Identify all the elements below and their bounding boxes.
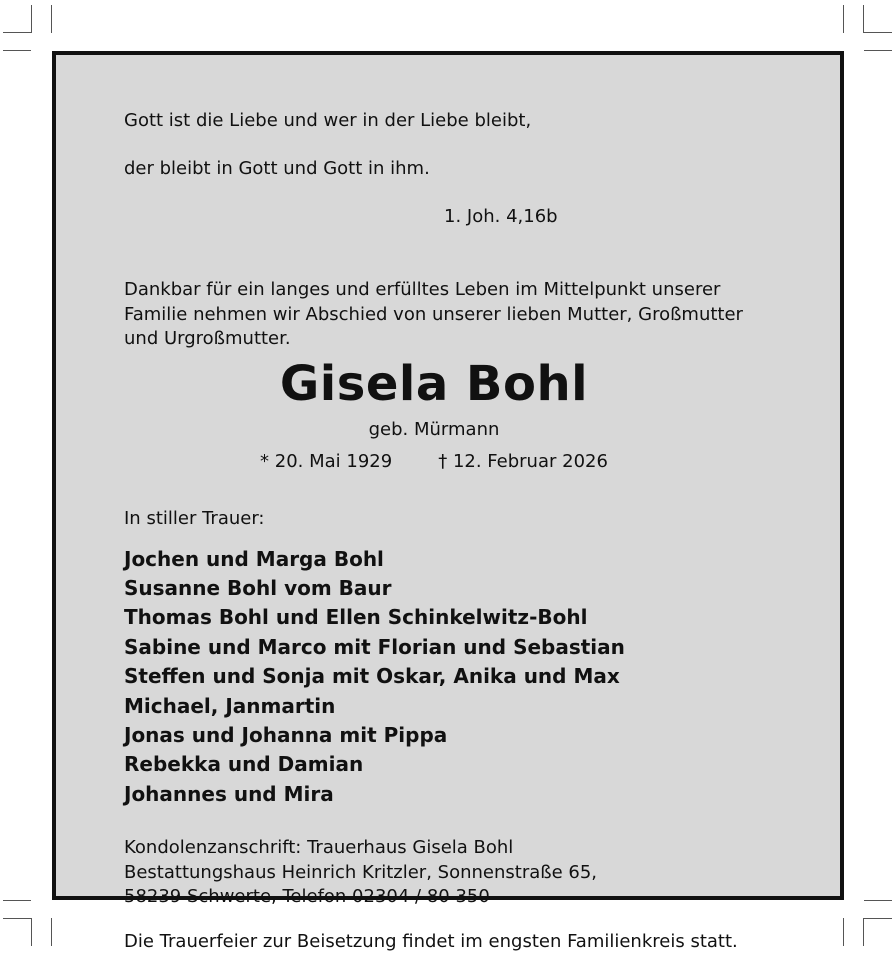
address-line: Kondolenzanschrift: Trauerhaus Gisela Bohl xyxy=(124,837,514,859)
intro-line: Familie nehmen wir Abschied von unserer lieben Mutter, Großmutter xyxy=(124,303,743,325)
intro-line: Dankbar für ein langes und erfülltes Leben im Mittelpunkt unserer xyxy=(124,279,721,300)
verse-line: Gott ist die Liebe und wer in der Liebe bleibt, xyxy=(124,110,532,131)
mourner-entry: Michael, Janmartin xyxy=(124,693,336,718)
crop-mark xyxy=(863,918,864,946)
crop-mark xyxy=(51,5,52,33)
notice-content xyxy=(124,85,784,954)
crop-mark xyxy=(863,5,864,33)
death-date: † 12. Februar 2026 xyxy=(438,450,608,472)
mourner-entry: Johannes und Mira xyxy=(124,781,334,806)
mourner-entry: Jonas und Johanna mit Pippa xyxy=(124,722,448,747)
mourners-list xyxy=(124,545,784,810)
condolence-address xyxy=(124,836,784,910)
address-line: 58239 Schwerte, Telefon 02304 / 80 350 xyxy=(124,886,490,908)
mourner-entry: Susanne Bohl vom Baur xyxy=(124,575,392,600)
crop-mark xyxy=(3,50,31,51)
mourner-entry: Thomas Bohl und Ellen Schinkelwitz-Bohl xyxy=(124,605,588,630)
address-line: Bestattungshaus Heinrich Kritzler, Sonnenstraße 65, xyxy=(124,861,598,883)
life-dates xyxy=(84,450,784,474)
crop-mark xyxy=(864,918,892,919)
crop-mark xyxy=(3,32,31,33)
mourner-entry: Rebekka und Damian xyxy=(124,752,364,777)
crop-mark xyxy=(864,900,892,901)
funeral-note: Die Trauerfeier zur Beisetzung findet im engsten Familienkreis statt. xyxy=(124,930,738,952)
mourner-entry: Steffen und Sonja mit Oskar, Anika und Max xyxy=(124,664,620,689)
intro-line: und Urgroßmutter. xyxy=(124,328,291,349)
crop-mark xyxy=(3,900,31,901)
mourning-label: In stiller Trauer: xyxy=(124,507,265,529)
birth-name: geb. Mürmann xyxy=(368,418,500,440)
obituary-notice xyxy=(52,51,844,952)
verse-reference: 1. Joh. 4,16b xyxy=(444,206,558,227)
deceased-name: Gisela Bohl xyxy=(279,355,589,412)
crop-mark xyxy=(31,918,32,946)
crop-mark xyxy=(51,918,52,946)
verse-line: der bleibt in Gott und Gott in ihm. xyxy=(124,158,430,179)
crop-mark xyxy=(864,32,892,33)
crop-mark xyxy=(843,5,844,33)
crop-mark xyxy=(864,50,892,51)
crop-mark xyxy=(3,918,31,919)
birth-date: * 20. Mai 1929 xyxy=(260,450,393,472)
crop-mark xyxy=(31,5,32,33)
mourner-entry: Sabine und Marco mit Florian und Sebastian xyxy=(124,634,625,659)
bible-verse xyxy=(124,85,784,253)
crop-mark xyxy=(843,918,844,946)
mourner-entry: Jochen und Marga Bohl xyxy=(124,546,384,571)
intro-text xyxy=(124,278,784,352)
